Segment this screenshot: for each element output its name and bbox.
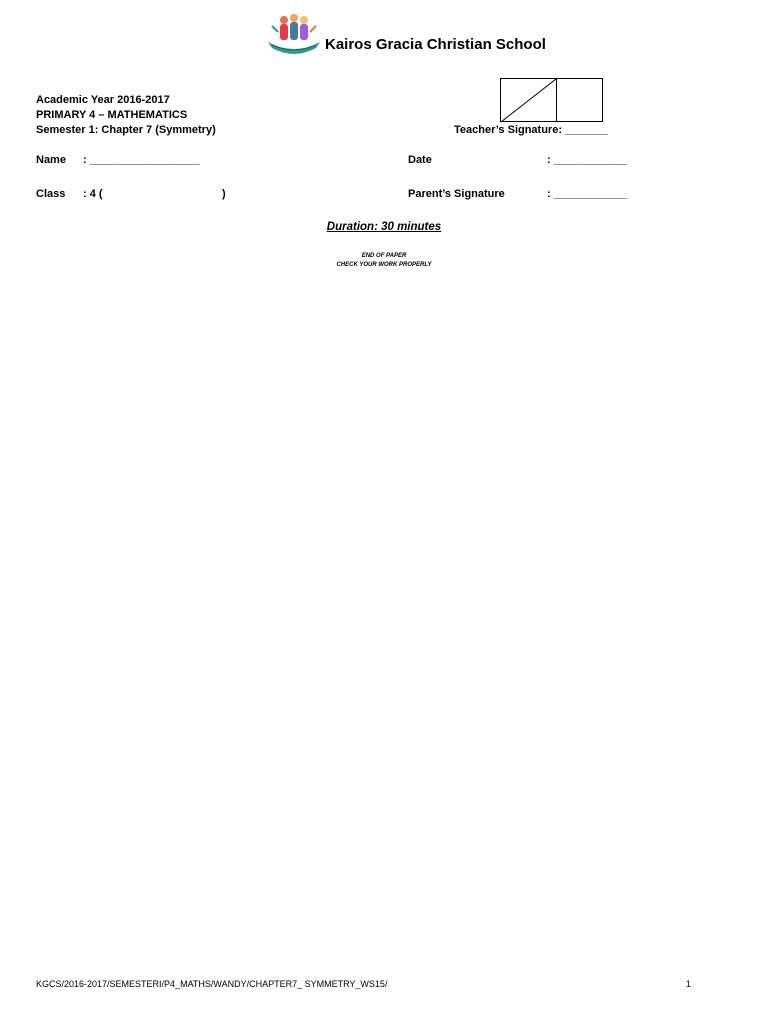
class-close-paren: ) — [222, 188, 226, 200]
chapter-title: Semester 1: Chapter 7 (Symmetry) — [36, 124, 216, 136]
parent-signature-field: : ____________ — [547, 188, 628, 200]
class-field: : 4 ( — [83, 188, 103, 200]
school-name: Kairos Gracia Christian School — [325, 36, 546, 53]
name-label: Name — [36, 154, 66, 166]
name-field: : __________________ — [83, 154, 200, 166]
duration-text: Duration: 30 minutes — [326, 221, 442, 233]
date-label: Date — [408, 154, 432, 166]
school-crest-icon — [266, 12, 322, 56]
academic-year: Academic Year 2016-2017 — [36, 94, 170, 106]
score-box — [500, 78, 603, 122]
teacher-signature: Teacher’s Signature: _______ — [454, 124, 608, 136]
class-label: Class — [36, 188, 66, 200]
score-box-divider — [556, 79, 557, 121]
date-field: : ____________ — [547, 154, 628, 166]
check-work-note: CHECK YOUR WORK PROPERLY — [336, 262, 432, 268]
parent-signature-label: Parent’s Signature — [408, 188, 505, 200]
score-box-diagonal — [501, 79, 557, 123]
footer-path: KGCS/2016-2017/SEMESTERI/P4_MATHS/WANDY/CHAPTER7_ SYMMETRY_WS15/ — [36, 979, 388, 989]
page-number: 1 — [686, 979, 692, 989]
subject-title: PRIMARY 4 – MATHEMATICS — [36, 109, 188, 121]
end-of-paper-note: END OF PAPER — [361, 253, 407, 259]
